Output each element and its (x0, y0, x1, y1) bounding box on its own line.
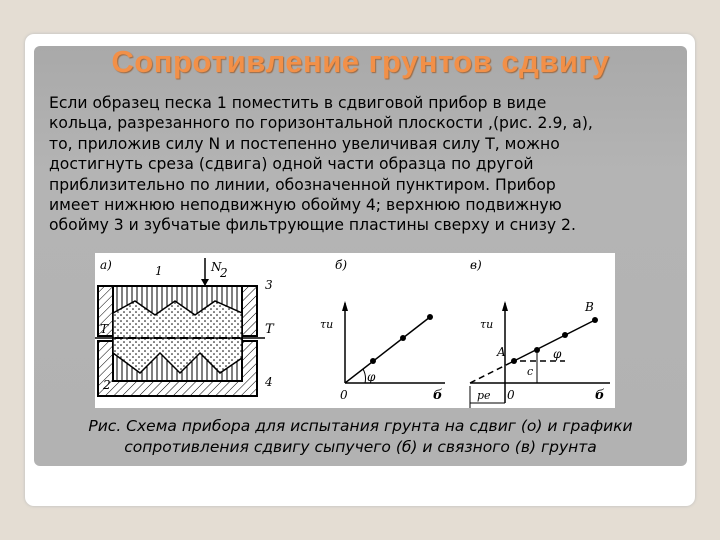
caption-line: сопротивления сдвигу сыпучего (б) и связного (в) грунта (124, 438, 597, 456)
caption-line: Рис. Схема прибора для испытания грунта на сдвиг (о) и графики (88, 417, 633, 435)
data-point (370, 358, 376, 364)
slide-title: Сопротивление грунтов сдвигу (111, 44, 610, 79)
label-2-top: 2 (220, 266, 228, 280)
label-phi-2: φ (553, 347, 562, 361)
body-line: кольца, разрезанного по горизонтальной плоскости ,(рис. 2.9, а), (49, 114, 593, 133)
data-point (534, 347, 540, 353)
data-point (592, 317, 598, 323)
label-sigma-2: б (595, 388, 605, 403)
label-tau-2: τu (480, 318, 494, 331)
label-T-right: T (265, 322, 274, 337)
label-zero-2: 0 (507, 388, 515, 402)
label-zero: 0 (340, 388, 348, 402)
label-B: B (585, 300, 594, 314)
data-point (427, 314, 433, 320)
label-A: A (497, 345, 506, 359)
body-line: то, приложив силу N и постепенно увеличивая силу Т, можно (49, 134, 560, 153)
shear-device-figure (95, 253, 615, 408)
label-4: 4 (265, 375, 273, 389)
label-c: c (527, 365, 534, 378)
label-phi: φ (367, 370, 376, 384)
label-a: а) (100, 258, 112, 272)
slide-body (49, 93, 689, 236)
label-1: 1 (155, 264, 163, 278)
label-N: N (211, 260, 222, 274)
data-point (400, 335, 406, 341)
body-line: приблизительно по линии, обозначенной пунктиром. Прибор (49, 175, 556, 194)
body-line: имеет нижнюю неподвижную обойму 4; верхнюю подвижную (49, 196, 562, 215)
device-schematic (95, 258, 265, 396)
figure-drawing (95, 253, 615, 408)
label-pe: pe (477, 389, 491, 402)
label-sigma: б (433, 388, 443, 403)
label-v: в) (470, 258, 482, 272)
label-2-bottom: 2 (103, 378, 111, 392)
body-line: достигнуть среза (сдвига) одной части образца по другой (49, 155, 534, 174)
graph-b (342, 301, 445, 383)
label-b: б) (335, 258, 348, 272)
label-T-left: T (100, 322, 109, 336)
data-point (562, 332, 568, 338)
label-tau: τu (320, 318, 334, 331)
figure-caption (34, 416, 687, 458)
body-line: обойму 3 и зубчатые фильтрующие пластины сверху и снизу 2. (49, 216, 576, 235)
body-line: Если образец песка 1 поместить в сдвиговой прибор в виде (49, 94, 547, 112)
data-point (511, 358, 517, 364)
label-3: 3 (265, 278, 273, 292)
